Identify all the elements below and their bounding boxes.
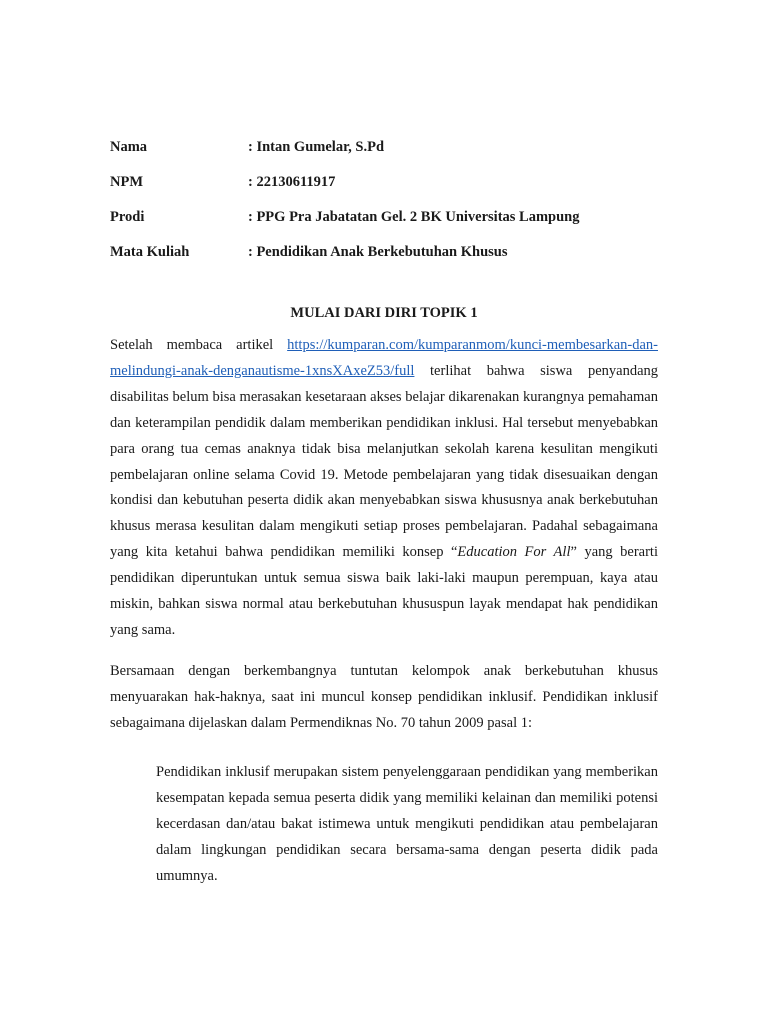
paragraph-2: Bersamaan dengan berkembangnya tuntutan kelompok anak berkebutuhan khusus menyuarakan hak-haknya, saat ini muncul konsep pendidikan inklusif. Pendidikan inklusif sebagaimana dijelaskan dalam Permendiknas No. 70 tahun 2009 pasal 1: (110, 663, 658, 731)
article-link[interactable]: https://kumparan.com/kumparanmom/kunci-membesarkan-dan-melindungi-anak-denganautisme-1xnsXAxeZ53/full (110, 337, 658, 379)
info-label: Mata Kuliah (110, 244, 190, 260)
info-value: : Pendidikan Anak Berkebutuhan Khusus (248, 244, 508, 260)
paragraph-1 (110, 333, 658, 644)
paragraph-1-italic: Education For All (457, 544, 571, 561)
info-value: : 22130611917 (248, 174, 336, 190)
section-heading: MULAI DARI DIRI TOPIK 1 (290, 305, 478, 321)
info-label: Nama (110, 139, 148, 155)
info-label: Prodi (110, 209, 145, 225)
quote-block: Pendidikan inklusif merupakan sistem penyelenggaraan pendidikan yang memberikan kesempatan kepada semua peserta didik yang memiliki kelainan dan memiliki potensi kecerdasan dan/atau bakat istimewa untuk mengikuti pendidikan atau pembelajaran dalam lingkungan pendidikan secara bersama-sama dengan peserta didik pada umumnya. (156, 764, 658, 884)
paragraph-1-lead: Setelah membaca artikel (110, 337, 288, 353)
info-label: NPM (110, 174, 144, 190)
info-value: : PPG Pra Jabatatan Gel. 2 BK Universitas Lampung (248, 209, 580, 225)
info-value: : Intan Gumelar, S.Pd (248, 139, 385, 155)
paragraph-1-body: terlihat bahwa siswa penyandang disabilitas belum bisa merasakan kesetaraan akses belajar dikarenakan kurangnya pemahaman dan keterampilan pendidik dalam memberikan pendidikan inklusi. Hal tersebut menyebabkan para orang tua cemas anaknya tidak bisa melanjutkan sekolah karena kesulitan mengikuti pembelajaran online selama Covid 19. Metode pembelajaran yang tidak disesuaikan dengan kondisi dan kebutuhan peserta didik akan menyebabkan siswa khususnya anak berkebutuhan khusus merasa kesulitan dalam mengikuti setiap proses pembelajaran. Padahal sebagaimana yang kita ketahui bahwa pendidikan memiliki konsep “ (110, 362, 658, 561)
paragraph-1-tail: ” yang berarti pendidikan diperuntukan untuk semua siswa baik laki-laki maupun perempuan, kaya atau miskin, bahkan siswa normal atau berkebutuhan khususpun layak mendapat hak pendidikan yang sama. (110, 544, 658, 638)
